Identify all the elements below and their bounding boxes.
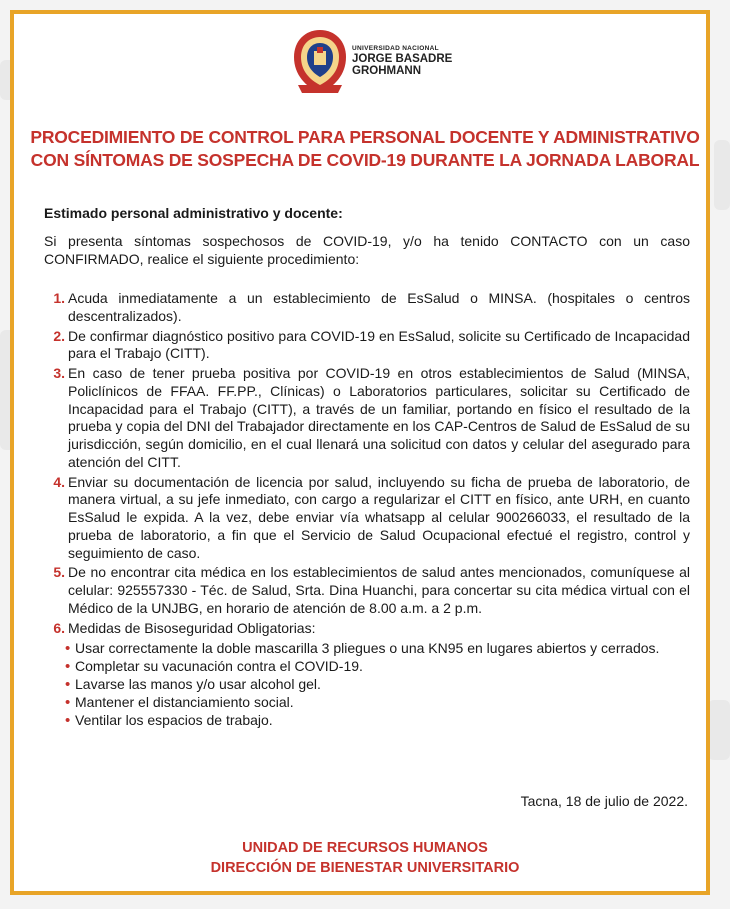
bullet-icon: • — [65, 657, 71, 675]
step-number: 5. — [53, 564, 65, 581]
list-item — [65, 694, 690, 712]
procedure-step — [44, 474, 690, 563]
list-item-text: Lavarse las manos y/o usar alcohol gel. — [75, 675, 321, 692]
biosecurity-list — [65, 640, 690, 730]
step-text: Enviar su documentación de licencia por salud, incluyendo su ficha de prueba de laboratorio, de manera virtual, a su jefe inmediato, con cargo a regularizar el CITT en físico, ante URH, en cuanto EsSalud le expida. A la vez, debe enviar vía whatsapp al celular 900266033, el resultado de la prueba de laboratorio, a fin que el Servicio de Salud Ocupacional efectué el registro, control y seguimiento de caso. — [68, 473, 690, 561]
procedure-step — [44, 365, 690, 472]
step-text: Medidas de Bisoseguridad Obligatorias: — [68, 619, 316, 636]
procedure-step — [44, 290, 690, 326]
step-number: 6. — [53, 619, 65, 636]
university-name-line2: GROHMANN — [352, 64, 421, 77]
list-item — [65, 658, 690, 676]
intro-paragraph: Si presenta síntomas sospechosos de COVID-19, y/o ha tenido CONTACTO con un caso CONFIRMADO, realice el siguiente procedimiento: — [44, 233, 690, 267]
bullet-icon: • — [65, 675, 71, 693]
title-line1: PROCEDIMIENTO DE CONTROL PARA PERSONAL DOCENTE Y ADMINISTRATIVO — [30, 127, 700, 147]
procedure-step — [44, 620, 690, 638]
bullet-icon: • — [65, 639, 71, 657]
step-text: De no encontrar cita médica en los establecimientos de salud antes mencionados, comuníquese al celular: 925557330 - Téc. de Salud, Srta. Dina Huanchi, para concertar su cita médica virtual con el Médico de la UNJBG, en horario de atención de 8.00 a.m. a 2 p.m. — [68, 564, 690, 617]
step-number: 3. — [53, 365, 65, 382]
greeting: Estimado personal administrativo y docente: — [44, 205, 343, 221]
list-item-text: Mantener el distanciamiento social. — [75, 693, 294, 710]
university-crest-icon — [290, 27, 350, 97]
document-date: Tacna, 18 de julio de 2022. — [520, 793, 688, 809]
university-name — [352, 46, 452, 77]
step-number: 2. — [53, 327, 65, 344]
footer-line2: DIRECCIÓN DE BIENESTAR UNIVERSITARIO — [210, 860, 520, 877]
list-item — [65, 640, 690, 658]
step-text: De confirmar diagnóstico positivo para COVID-19 en EsSalud, solicite su Certificado de Incapacidad para el Trabajo (CITT). — [68, 327, 690, 362]
university-name-small: UNIVERSIDAD NACIONAL — [352, 45, 439, 52]
university-name-line1: JORGE BASADRE — [352, 52, 453, 65]
procedure-list — [44, 290, 690, 730]
step-number: 1. — [53, 290, 65, 306]
list-item-text: Completar su vacunación contra el COVID-19. — [75, 657, 363, 674]
list-item — [65, 676, 690, 694]
procedure-step — [44, 564, 690, 617]
step-text: Acuda inmediatamente a un establecimiento de EsSalud o MINSA. (hospitales o centros descentralizados). — [68, 290, 690, 324]
list-item-text: Usar correctamente la doble mascarilla 3 pliegues o una KN95 en lugares abiertos y cerrados. — [75, 639, 660, 656]
step-number: 4. — [53, 473, 65, 490]
footer-line1: UNIDAD DE RECURSOS HUMANOS — [242, 840, 488, 856]
list-item-text: Ventilar los espacios de trabajo. — [75, 711, 273, 728]
title-line2: CON SÍNTOMAS DE SOSPECHA DE COVID-19 DURANTE LA JORNADA LABORAL — [30, 149, 700, 170]
background-shape — [708, 700, 730, 760]
step-text: En caso de tener prueba positiva por COVID-19 en otros establecimientos de Salud (MINSA, Policlínicos de FFAA. FF.PP., Clínicas) o Laboratorios particulares, solicitar su Certificado de Incapacidad para el Trabajo (CITT), a través de un familiar, portando en físico el resultado de la prueba y copia del DNI del Trabajador directamente en los CAP-Centros de Salud de EsSalud de su jurisdicción, según domicilio, en el cual llenará una solicitud con datos y celular del asegurado para atención del CITT. — [68, 365, 690, 470]
list-item — [65, 712, 690, 730]
document-title — [0, 126, 730, 172]
procedure-step — [44, 328, 690, 364]
bullet-icon: • — [65, 693, 71, 711]
bullet-icon: • — [65, 711, 71, 729]
signature-block — [0, 838, 730, 879]
